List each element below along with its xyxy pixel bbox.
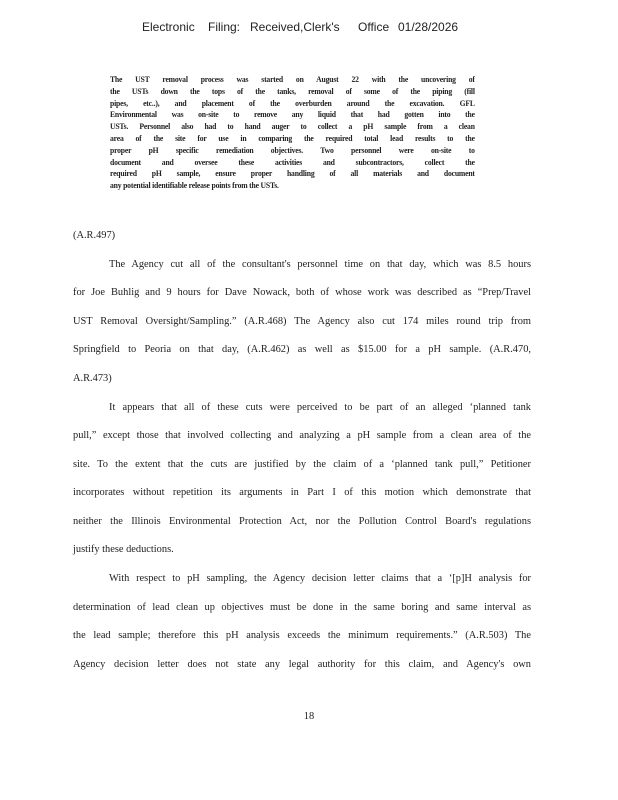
quote-line: any potential identifiable release points from the USTs.	[110, 181, 279, 191]
paragraph-line: A.R.473)	[73, 373, 112, 384]
quote-line: the USTs down the tops of the tanks, removal of some of the piping (fill	[110, 86, 475, 96]
quote-line: pipes, etc..), and placement of the overburden around the excavation. GFL	[110, 98, 475, 108]
quote-line: required pH sample, ensure proper handling of all materials and document	[110, 169, 475, 179]
block-quote	[110, 74, 475, 192]
paragraph-line: incorporates without repetition its arguments in Part I of this motion which demonstrate that	[73, 487, 531, 498]
quote-line: USTs. Personnel also had to hand auger to collect a pH sample from a clean	[110, 122, 475, 132]
paragraph-line: It appears that all of these cuts were perceived to be part of an alleged ‘planned tank	[109, 402, 531, 413]
header-date: 01/28/2026	[398, 20, 459, 34]
quote-line: Environmental was on-site to remove any liquid that had gotten into the	[110, 110, 475, 120]
quote-line: The UST removal process was started on August 22 with the uncovering of	[110, 75, 475, 84]
paragraph-line: UST Removal Oversight/Sampling.” (A.R.468) The Agency also cut 174 miles round trip from	[73, 316, 531, 327]
quote-line: proper pH specific remediation objectives. Two personnel were on-site to	[110, 145, 475, 155]
paragraph-line: With respect to pH sampling, the Agency decision letter claims that a ‘[p]H analysis for	[109, 573, 531, 584]
paragraph-line: Agency decision letter does not state any legal authority for this claim, and Agency's own	[73, 659, 531, 670]
paragraph-line: for Joe Buhlig and 9 hours for Dave Nowack, both of whose work was described as “Prep/Travel	[73, 287, 531, 298]
paragraph-line: determination of lead clean up objectives must be done in the same boring and same interval as	[73, 602, 531, 613]
citation-line: (A.R.497)	[73, 230, 116, 241]
page-number: 18	[303, 711, 315, 722]
header-received: Received,Clerk's	[250, 20, 340, 34]
header-filing: Filing:	[208, 20, 241, 34]
paragraph-line: neither the Illinois Environmental Protection Act, nor the Pollution Control Board's regulations	[73, 516, 531, 527]
quote-line: document and oversee these activities and subcontractors, collect the	[110, 157, 475, 167]
paragraph-line: pull,” except those that involved collecting and analyzing a pH sample from a clean area of the	[73, 430, 531, 441]
header-office: Office	[358, 20, 390, 34]
paragraph-line: site. To the extent that the cuts are justified by the claim of a ‘planned tank pull,” Petitioner	[73, 459, 531, 470]
paragraph-line: Springfield to Peoria on that day, (A.R.462) as well as $15.00 for a pH sample. (A.R.470,	[73, 344, 531, 355]
quote-line: area of the site for use in comparing the required total lead results to the	[110, 133, 475, 143]
paragraph-line: The Agency cut all of the consultant's personnel time on that day, which was 8.5 hours	[109, 259, 531, 270]
header-electronic: Electronic	[142, 20, 195, 34]
paragraph-line: justify these deductions.	[73, 544, 174, 555]
paragraph-line: the lead sample; therefore this pH analysis exceeds the minimum requirements.” (A.R.503) The	[73, 630, 531, 641]
